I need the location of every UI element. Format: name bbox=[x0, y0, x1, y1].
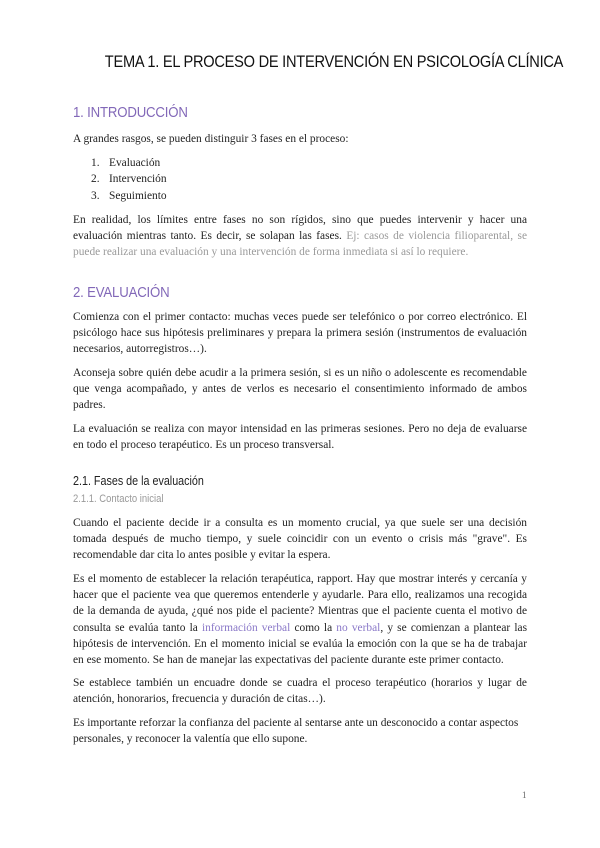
contact-p3: Se establece también un encuadre donde se cuadra el proceso terapéutico (horarios y lugar de atención, honorarios, frecuencia y duración de citas…). bbox=[73, 677, 527, 706]
subsubsection-heading: 2.1.1. Contacto inicial bbox=[73, 493, 164, 505]
list-item: 2. Intervención bbox=[91, 173, 167, 186]
page-title: TEMA 1. EL PROCESO DE INTERVENCIÓN EN PSICOLOGÍA CLÍNICA bbox=[104, 52, 564, 71]
evaluation-p2: Aconseja sobre quién debe acudir a la primera sesión, si es un niño o adolescente es recomendable que venga acompañado, y antes de verlos es necesario el consentimiento informado de ambos padres. bbox=[73, 367, 527, 412]
evaluation-p1: Comienza con el primer contacto: muchas veces puede ser telefónico o por correo electrónico. El psicólogo hace sus hipótesis preliminares y prepara la primera sesión (instrumentos de evaluación necesarios, autorregistros…). bbox=[73, 311, 527, 356]
verbal-info-link[interactable]: información verbal bbox=[201, 621, 291, 634]
list-item: 3. Seguimiento bbox=[91, 189, 167, 202]
contact-p2: Es el momento de establecer la relación terapéutica, rapport. Hay que mostrar interés y cercanía y hacer que el paciente vea que queremos entenderle y ayudarle. Para ello, realizamos una recogida de la demanda de ayuda, ¿qué nos pide el paciente? Mientras que el paciente cuenta el motivo de consulta se evalúa tanto la información verbal como la no verbal, y se comienzan a plantear las hipótesis de intervención. En el momento inicial se evalúa la emoción con la que se ha de trabajar en ese momento. Se han de manejar las expectativas del paciente durante este primer contacto. bbox=[73, 573, 528, 667]
contact-p4: Es importante reforzar la confianza del paciente al sentarse ante un desconocido a contar aspectos personales, y reconocer la valentía que ello supone. bbox=[73, 717, 519, 746]
phases-list bbox=[73, 155, 167, 204]
evaluation-heading: 2. EVALUACIÓN bbox=[73, 284, 170, 301]
contact-p1: Cuando el paciente decide ir a consulta es un momento crucial, ya que suele ser una decisión tomada después de mucho tiempo, y suele coincidir con un evento o crisis más "grave". Es recomendable dar cita lo antes posible y evitar la espera. bbox=[73, 517, 527, 562]
evaluation-p3: La evaluación se realiza con mayor intensidad en las primeras sesiones. Pero no deja de evaluarse en todo el proceso terapéutico. Es un proceso transversal. bbox=[73, 423, 527, 452]
list-item: 1. Evaluación bbox=[91, 157, 161, 169]
example-note: Ej: casos de violencia filioparental, se puede realizar una evaluación y una intervención de forma inmediata si así lo requiere. bbox=[73, 230, 527, 259]
nonverbal-link[interactable]: no verbal bbox=[336, 621, 381, 634]
page-number: 1 bbox=[522, 790, 527, 800]
intro-heading: 1. INTRODUCCIÓN bbox=[73, 104, 188, 121]
intro-paragraph: En realidad, los límites entre fases no son rígidos, sino que puedes intervenir y hacer una evaluación mientras tanto. Es decir, se solapan las fases. Ej: casos de violencia filioparental, se puede realizar una evaluación y una intervención de forma inmediata si así lo requiere. bbox=[73, 214, 527, 259]
intro-lead: A grandes rasgos, se pueden distinguir 3 fases en el proceso: bbox=[73, 133, 349, 145]
subsection-heading: 2.1. Fases de la evaluación bbox=[73, 474, 204, 488]
